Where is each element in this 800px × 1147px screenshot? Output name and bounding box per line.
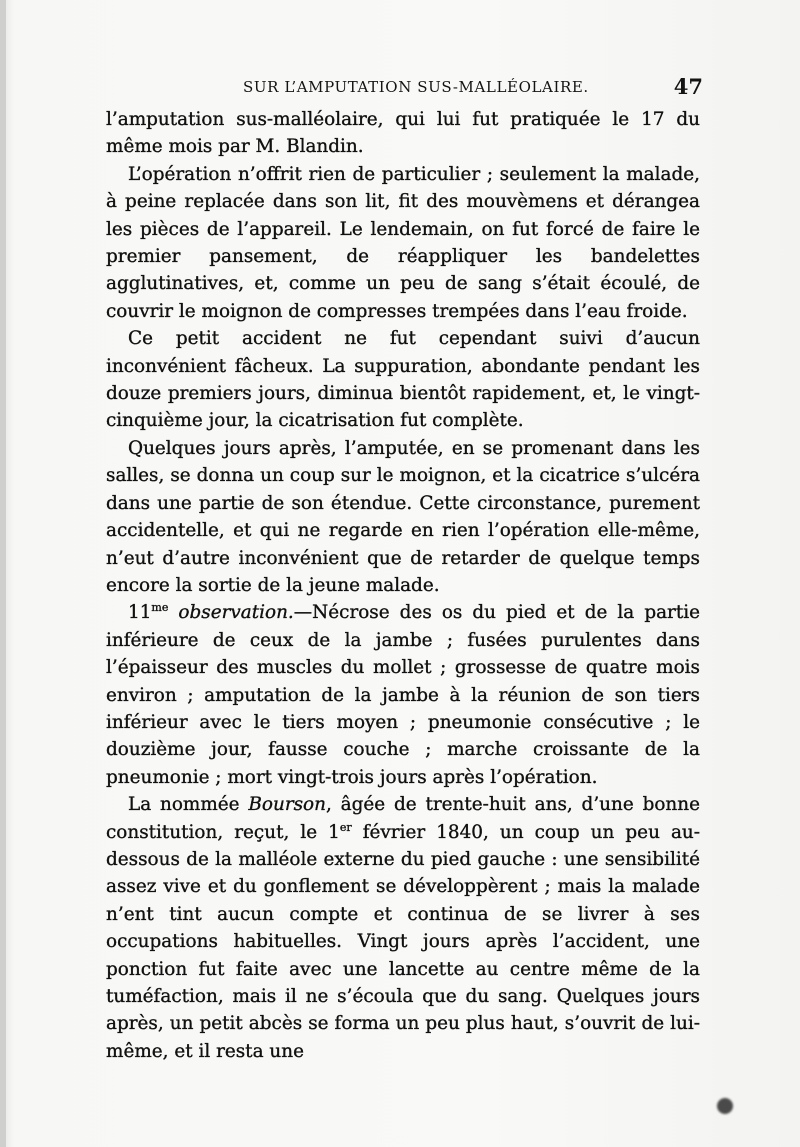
paragraph-3: Ce petit accident ne fut cependant suivi d’aucun inconvénient fâcheux. La suppuration, abondante pendant les douze premiers jours, diminua bientôt rapidement, et, le vingt-cinquième jour, la cicatrisation fut complète.	[106, 328, 700, 432]
paragraph-1: l’amputation sus-malléolaire, qui lui fut pratiquée le 17 du même mois par M. Blandin.	[106, 109, 700, 158]
case-body-text: février 1840, un coup un peu au-dessous de la malléole externe du pied gauche : une sensibilité assez vive et du gonflement se développèrent ; mais la malade n’ent tint aucun compte et continua de se livrer à ses occupations habituelles. Vingt jours après l’accident, une ponction fut faite avec une lancette au centre même de la tuméfaction, mais il ne s’écoula que du sang. Quelques jours après, un petit abcès se forma un peu plus haut, s’ouvrit de lui-même, et il resta une	[106, 821, 700, 1062]
observation-label: observation.	[178, 602, 294, 624]
case-age-text: , âgée de trente-huit ans, d’une bonne constitution, reçut, le 1	[106, 794, 700, 843]
page-number: 47	[673, 74, 703, 99]
case-intro: La nommée	[128, 794, 249, 816]
observation-number-suffix: me	[151, 601, 169, 615]
case-paragraph	[106, 791, 700, 1065]
paragraph-2: L’opération n’offrit rien de particulier ; seulement la malade, à peine replacée dans son lit, fit des mouvèmens et dérangea les pièces de l’appareil. Le lendemain, on fut forcé de faire le premier pansement, de réappliquer les bandelettes agglutinatives, et, comme un peu de sang s’était écoulé, de couvrir le moignon de compresses trempées dans l’eau froide.	[106, 163, 700, 322]
patient-name: Bourson	[248, 794, 326, 816]
ink-spot	[717, 1098, 733, 1114]
observation-heading-paragraph	[106, 599, 700, 791]
body-text	[106, 106, 700, 1065]
page-left-edge-shadow	[0, 0, 6, 1147]
observation-summary: —Nécrose des os du pied et de la partie inférieure de ceux de la jambe ; fusées purulentes dans l’épaisseur des muscles du mollet ; grossesse de quatre mois environ ; amputation de la jambe à la réunion de son tiers inférieur avec le tiers moyen ; pneumonie consécutive ; le douzième jour, fausse couche ; marche croissante de la pneumonie ; mort vingt-trois jours après l’opération.	[106, 602, 701, 788]
observation-number: 11	[128, 602, 152, 624]
running-title: SUR L’AMPUTATION SUS-MALLÉOLAIRE.	[243, 78, 589, 96]
page-header	[243, 74, 703, 104]
date-ordinal-suffix: er	[339, 820, 352, 834]
paragraph-4: Quelques jours après, l’amputée, en se promenant dans les salles, se donna un coup sur le moignon, et la cicatrice s’ulcéra dans une partie de son étendue. Cette circonstance, purement accidentelle, et qui ne regarde en rien l’opération elle-même, n’eut d’autre inconvénient que de retarder de quelque temps encore la sortie de la jeune malade.	[106, 437, 700, 596]
